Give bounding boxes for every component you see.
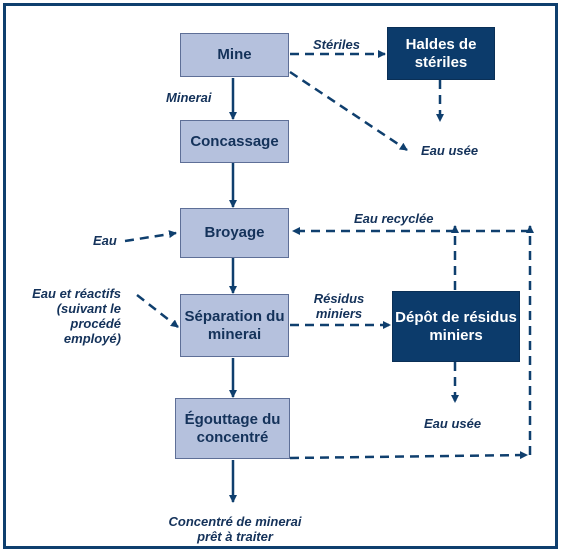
depot-box-label: Dépôt de résidus miniers	[395, 308, 517, 344]
eau-label: Eau	[93, 233, 117, 248]
egouttage-box	[175, 398, 290, 459]
residus-label: Résidus miniers	[313, 291, 365, 321]
broyage-box-label: Broyage	[204, 224, 265, 241]
arrow-mine-to-eau-usee	[290, 72, 407, 150]
separation-box	[180, 294, 289, 357]
eau-recyclee-label: Eau recyclée	[354, 211, 434, 226]
depot-box	[392, 291, 520, 362]
haldes-box	[387, 27, 495, 80]
broyage-box	[180, 208, 289, 258]
eau-usee-bottom-label: Eau usée	[424, 416, 482, 431]
haldes-box-label: Haldes de stériles	[405, 35, 477, 71]
arrow-reactifs-to-separation	[137, 295, 178, 327]
eau-reactifs-label: Eau et réactifs (suivant le procédé employé)	[32, 286, 121, 346]
concassage-box-label: Concassage	[190, 132, 279, 150]
steriles-label: Stériles	[313, 37, 360, 52]
minerai-label: Minerai	[166, 90, 212, 105]
arrow-eau-to-broyage	[125, 233, 176, 241]
egouttage-box-label: Égouttage du concentré	[184, 410, 281, 446]
output-label: Concentré de minerai prêt à traiter	[168, 514, 302, 544]
separation-box-label: Séparation du minerai	[184, 307, 285, 343]
mine-box-label: Mine	[217, 46, 252, 63]
eau-usee-top-label: Eau usée	[421, 143, 479, 158]
arrow-egouttage-to-return	[290, 455, 527, 458]
concassage-box	[180, 120, 289, 163]
mine-box	[180, 33, 289, 77]
